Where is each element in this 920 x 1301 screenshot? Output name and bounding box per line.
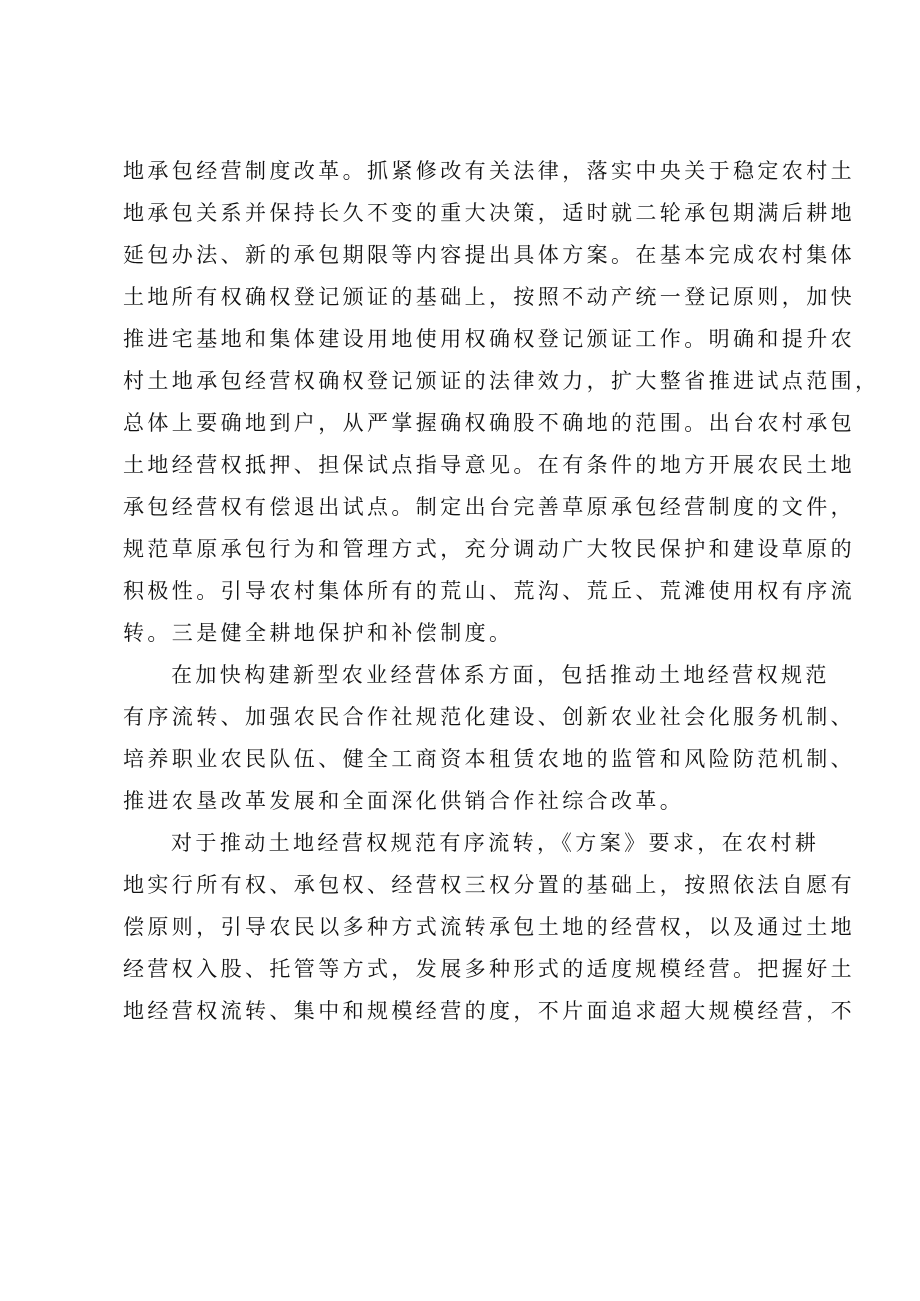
paragraph-1 [123, 150, 880, 654]
text-line: 承包经营权有偿退出试点。制定出台完善草原承包经营制度的文件， [123, 495, 855, 519]
text-line: 地承包经营制度改革。抓紧修改有关法律，落实中央关于稳定农村土 [123, 159, 855, 183]
text-line: 有序流转、加强农民合作社规范化建设、创新农业社会化服务机制、 [123, 705, 855, 729]
text-line: 延包办法、新的承包期限等内容提出具体方案。在基本完成农村集体 [123, 243, 855, 267]
text-line: 村土地承包经营权确权登记颁证的法律效力，扩大整省推进试点范围， [123, 369, 880, 393]
text-line: 土地经营权抵押、担保试点指导意见。在有条件的地方开展农民土地 [123, 453, 855, 477]
text-line: 推进宅基地和集体建设用地使用权确权登记颁证工作。明确和提升农 [123, 327, 855, 351]
text-line: 偿原则，引导农民以多种方式流转承包土地的经营权，以及通过土地 [123, 915, 855, 939]
text-line: 规范草原承包行为和管理方式，充分调动广大牧民保护和建设草原的 [123, 537, 855, 561]
text-line: 土地所有权确权登记颁证的基础上，按照不动产统一登记原则，加快 [123, 285, 855, 309]
text-line: 地实行所有权、承包权、经营权三权分置的基础上，按照依法自愿有 [123, 873, 855, 897]
paragraph-3 [123, 822, 855, 1032]
text-line-indented: 在加快构建新型农业经营体系方面，包括推动土地经营权规范 [171, 663, 830, 687]
text-line: 经营权入股、托管等方式，发展多种形式的适度规模经营。把握好土 [123, 957, 855, 981]
paragraph-2 [123, 654, 855, 822]
text-line: 积极性。引导农村集体所有的荒山、荒沟、荒丘、荒滩使用权有序流 [123, 579, 855, 603]
text-line: 地经营权流转、集中和规模经营的度，不片面追求超大规模经营，不 [123, 999, 855, 1023]
text-line: 转。三是健全耕地保护和补偿制度。 [123, 621, 514, 645]
document-body [123, 150, 880, 1032]
text-line: 总体上要确地到户，从严掌握确权确股不确地的范围。出台农村承包 [123, 411, 855, 435]
text-line: 地承包关系并保持长久不变的重大决策，适时就二轮承包期满后耕地 [123, 201, 855, 225]
text-line: 推进农垦改革发展和全面深化供销合作社综合改革。 [123, 789, 685, 813]
text-line-indented: 对于推动土地经营权规范有序流转，《方案》要求，在农村耕 [171, 831, 820, 855]
text-line: 培养职业农民队伍、健全工商资本租赁农地的监管和风险防范机制、 [123, 747, 855, 771]
